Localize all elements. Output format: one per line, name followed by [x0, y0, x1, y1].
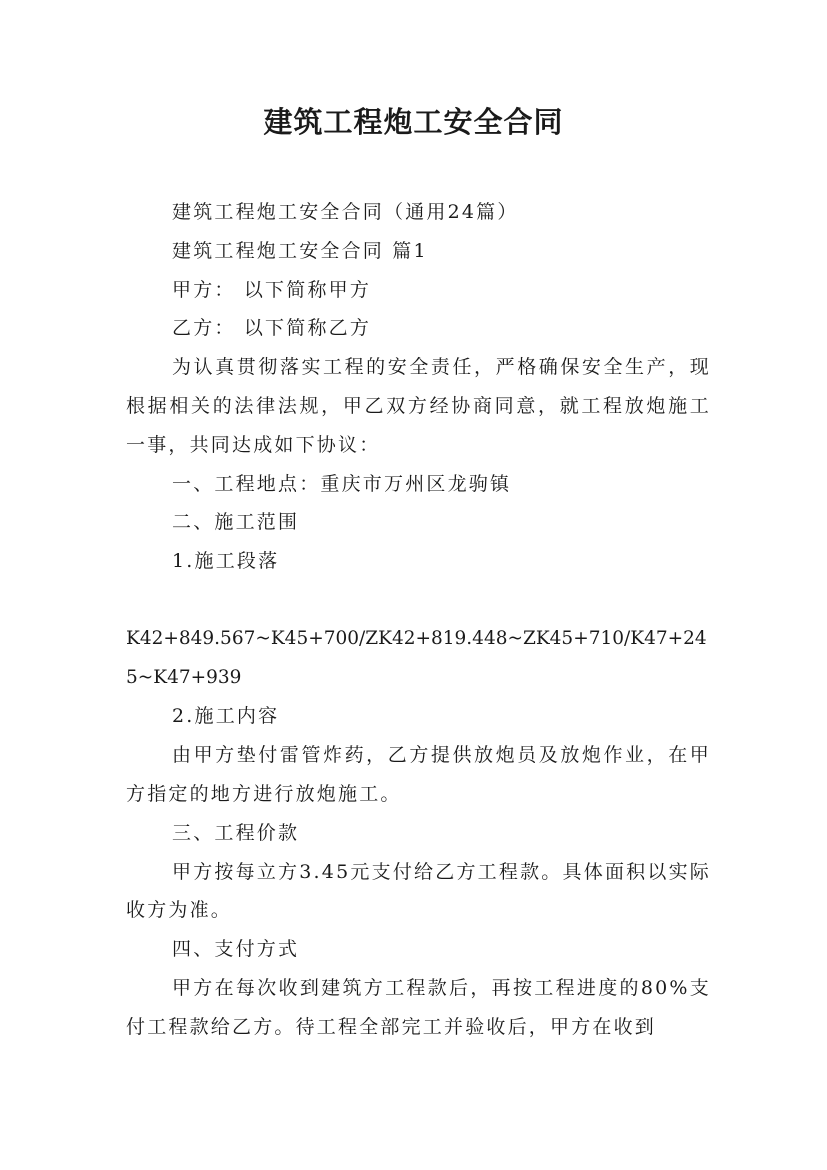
paragraph-price: 甲方按每立方3.45元支付给乙方工程款。具体面积以实际收方为准。	[126, 860, 711, 922]
paragraph-party-a: 甲方： 以下简称甲方	[172, 278, 372, 301]
paragraph-subtitle: 建筑工程炮工安全合同（通用24篇）	[172, 201, 519, 223]
paragraph-section-heading: 建筑工程炮工安全合同 篇1	[172, 239, 428, 262]
paragraph-party-b: 乙方： 以下简称乙方	[172, 317, 372, 340]
paragraph-payment-heading: 四、支付方式	[172, 938, 300, 961]
paragraph-scope-heading: 二、施工范围	[172, 511, 300, 534]
paragraph-segment-heading: 1.施工段落	[172, 550, 280, 573]
paragraph-content-heading: 2.施工内容	[172, 705, 280, 728]
paragraph-price-heading: 三、工程价款	[172, 821, 300, 844]
document-body	[126, 193, 711, 1047]
paragraph-preamble: 为认真贯彻落实工程的安全责任，严格确保安全生产，现根据相关的法律法规，甲乙双方经协商同意，就工程放炮施工一事，共同达成如下协议：	[126, 356, 711, 456]
paragraph-content: 由甲方垫付雷管炸药，乙方提供放炮员及放炮作业，在甲方指定的地方进行放炮施工。	[126, 744, 711, 805]
paragraph-location: 一、工程地点：重庆市万州区龙驹镇	[172, 472, 512, 495]
document-title: 建筑工程炮工安全合同	[263, 105, 564, 139]
paragraph-segment-code: K42+849.567~K45+700/ZK42+819.448~ZK45+710/K47+245~K47+939	[126, 627, 707, 688]
paragraph-payment: 甲方在每次收到建筑方工程款后，再按工程进度的80%支付工程款给乙方。待工程全部完工并验收后，甲方在收到	[126, 976, 711, 1038]
